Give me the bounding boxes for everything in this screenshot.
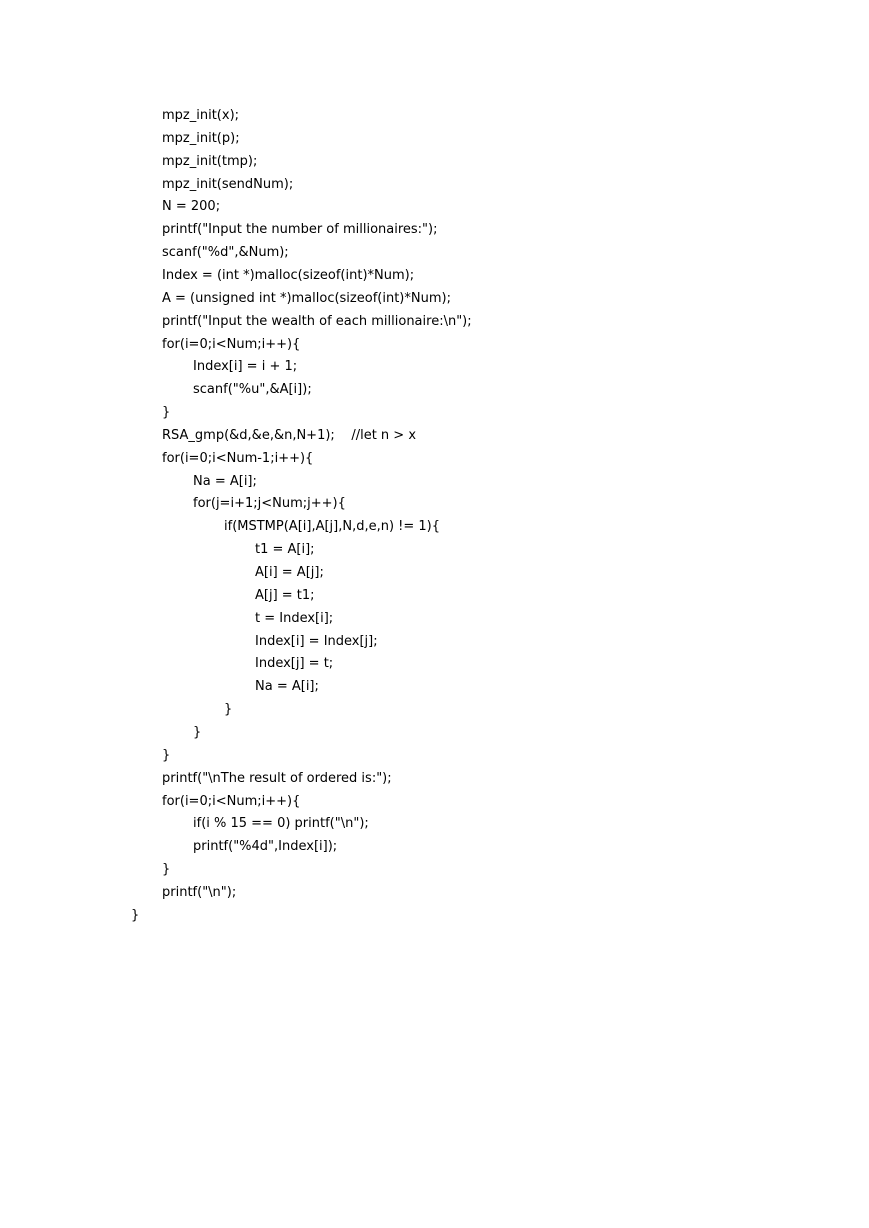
code-line: Na = A[i]; xyxy=(193,474,257,489)
code-line: } xyxy=(224,702,233,717)
code-line: } xyxy=(162,405,171,420)
code-line: mpz_init(p); xyxy=(162,131,240,146)
code-line: A = (unsigned int *)malloc(sizeof(int)*Num); xyxy=(162,291,451,306)
code-line: } xyxy=(193,725,202,740)
code-line: } xyxy=(162,748,171,763)
code-line: scanf("%d",&Num); xyxy=(162,245,289,260)
code-line: printf("Input the wealth of each millionaire:\n"); xyxy=(162,314,472,329)
code-line: for(i=0;i<Num;i++){ xyxy=(162,794,301,809)
code-line: } xyxy=(162,862,171,877)
code-line: A[i] = A[j]; xyxy=(255,565,324,580)
code-line: mpz_init(sendNum); xyxy=(162,177,294,192)
code-line: printf("\n"); xyxy=(162,885,237,900)
code-line: N = 200; xyxy=(162,199,221,214)
code-line: Index[j] = t; xyxy=(255,656,334,671)
code-line: mpz_init(tmp); xyxy=(162,154,258,169)
code-line: RSA_gmp(&d,&e,&n,N+1); //let n > x xyxy=(162,428,417,443)
code-line: } xyxy=(131,908,140,923)
code-line: printf("\nThe result of ordered is:"); xyxy=(162,771,392,786)
code-line: if(MSTMP(A[i],A[j],N,d,e,n) != 1){ xyxy=(224,519,441,534)
code-line: for(j=i+1;j<Num;j++){ xyxy=(193,496,346,511)
code-line: printf("Input the number of millionaires:"); xyxy=(162,222,438,237)
code-line: Na = A[i]; xyxy=(255,679,319,694)
code-line: A[j] = t1; xyxy=(255,588,315,603)
code-line: mpz_init(x); xyxy=(162,108,240,123)
code-line: if(i % 15 == 0) printf("\n"); xyxy=(193,816,369,831)
code-line: for(i=0;i<Num;i++){ xyxy=(162,337,301,352)
code-line: Index[i] = Index[j]; xyxy=(255,634,378,649)
code-line: t = Index[i]; xyxy=(255,611,334,626)
code-line: printf("%4d",Index[i]); xyxy=(193,839,338,854)
code-line: scanf("%u",&A[i]); xyxy=(193,382,312,397)
code-line: Index[i] = i + 1; xyxy=(193,359,298,374)
code-line: t1 = A[i]; xyxy=(255,542,315,557)
code-line: Index = (int *)malloc(sizeof(int)*Num); xyxy=(162,268,415,283)
code-line: for(i=0;i<Num-1;i++){ xyxy=(162,451,314,466)
